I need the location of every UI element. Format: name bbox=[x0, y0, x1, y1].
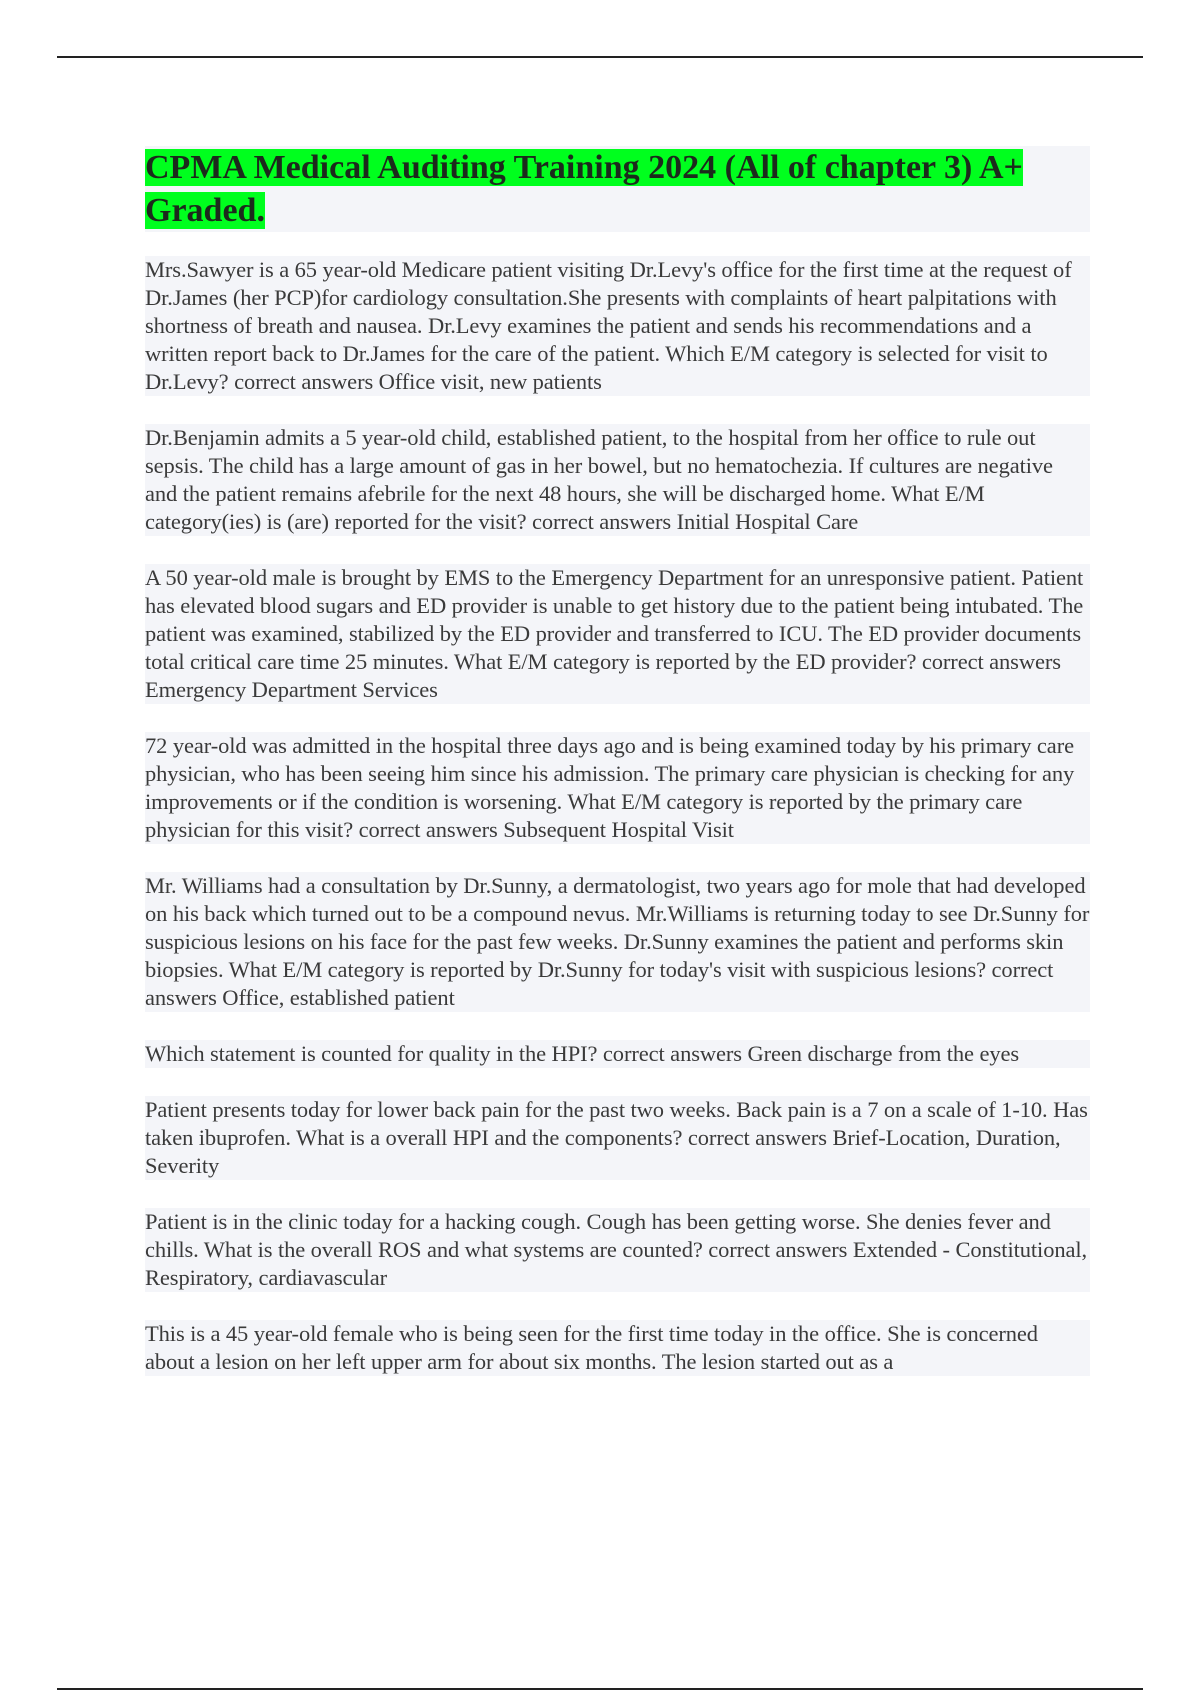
qa-item: Dr.Benjamin admits a 5 year-old child, established patient, to the hospital from her office to rule out sepsis. The child has a large amount of gas in her bowel, but no hematochezia. If cultures are negative and the patient remains afebrile for the next 48 hours, she will be discharged home. What E/M category(ies) is (are) reported for the visit? correct answers Initial Hospital Care bbox=[145, 424, 1090, 536]
top-rule bbox=[57, 56, 1143, 58]
qa-item: Mrs.Sawyer is a 65 year-old Medicare patient visiting Dr.Levy's office for the first time at the request of Dr.James (her PCP)for cardiology consultation.She presents with complaints of heart palpitations with shortness of breath and nausea. Dr.Levy examines the patient and sends his recommendations and a written report back to Dr.James for the care of the patient. Which E/M category is selected for visit to Dr.Levy? correct answers Office visit, new patients bbox=[145, 256, 1090, 396]
qa-item: Patient is in the clinic today for a hacking cough. Cough has been getting worse. She denies fever and chills. What is the overall ROS and what systems are counted? correct answers Extended - Constitutional, Respiratory, cardiavascular bbox=[145, 1208, 1090, 1292]
qa-item: 72 year-old was admitted in the hospital three days ago and is being examined today by his primary care physician, who has been seeing him since his admission. The primary care physician is checking for any improvements or if the condition is worsening. What E/M category is reported by the primary care physician for this visit? correct answers Subsequent Hospital Visit bbox=[145, 732, 1090, 844]
qa-item: Patient presents today for lower back pain for the past two weeks. Back pain is a 7 on a scale of 1-10. Has taken ibuprofen. What is a overall HPI and the components? correct answers Brief-Location, Duration, Severity bbox=[145, 1096, 1090, 1180]
qa-item: Which statement is counted for quality in the HPI? correct answers Green discharge from the eyes bbox=[145, 1040, 1090, 1068]
title-highlight: CPMA Medical Auditing Training 2024 (All of chapter 3) A+ Graded. bbox=[145, 149, 1023, 229]
title-block bbox=[145, 146, 1090, 232]
qa-item: A 50 year-old male is brought by EMS to the Emergency Department for an unresponsive patient. Patient has elevated blood sugars and ED provider is unable to get history due to the patient being intubated. The patient was examined, stabilized by the ED provider and transferred to ICU. The ED provider documents total critical care time 25 minutes. What E/M category is reported by the ED provider? correct answers Emergency Department Services bbox=[145, 564, 1090, 704]
qa-item: Mr. Williams had a consultation by Dr.Sunny, a dermatologist, two years ago for mole that had developed on his back which turned out to be a compound nevus. Mr.Williams is returning today to see Dr.Sunny for suspicious lesions on his face for the past few weeks. Dr.Sunny examines the patient and performs skin biopsies. What E/M category is reported by Dr.Sunny for today's visit with suspicious lesions? correct answers Office, established patient bbox=[145, 873, 1090, 1010]
bottom-rule bbox=[57, 1688, 1143, 1690]
document-body bbox=[145, 146, 1090, 1404]
document-title bbox=[145, 146, 1090, 232]
qa-item: This is a 45 year-old female who is being seen for the first time today in the office. She is concerned about a lesion on her left upper arm for about six months. The lesion started out as a bbox=[145, 1320, 1090, 1376]
